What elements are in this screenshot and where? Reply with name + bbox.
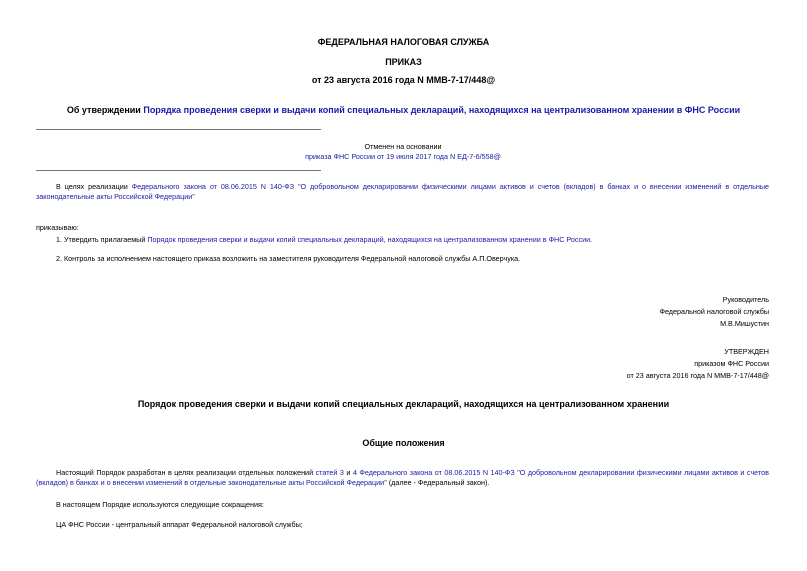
preamble-prefix: В целях реализации — [56, 182, 132, 191]
order-item-2: 2. Контроль за исполнением настоящего приказа возложить на заместителя руководителя Федеральной налоговой службы А.П.Оверчука. — [56, 254, 521, 263]
article-3-link[interactable]: статей 3 — [315, 468, 344, 477]
approval-block — [627, 346, 769, 382]
para1-text2: и — [343, 468, 353, 477]
agency-name: ФЕДЕРАЛЬНАЯ НАЛОГОВАЯ СЛУЖБА — [317, 37, 490, 47]
signature-block — [660, 294, 770, 330]
preamble — [36, 182, 769, 202]
preamble-law-link[interactable]: Федерального закона от 08.06.2015 N 140-ФЗ "О добровольном декларировании физическими лицами активов и счетов (вкладов) в банках и о внесении изменений в отдельные законодательные акты Российской Федерации" — [36, 182, 769, 201]
divider-bottom — [36, 170, 321, 171]
cancel-link[interactable]: приказа ФНС России от 19 июля 2017 года N ЕД-7-6/558@ — [305, 152, 501, 161]
item1-prefix: 1. Утвердить прилагаемый — [56, 235, 148, 244]
cancel-note — [303, 142, 503, 162]
divider-top — [36, 129, 321, 130]
approved-date: от 23 августа 2016 года N ММВ-7-17/448@ — [626, 371, 769, 380]
cancel-line1: Отменен на основании — [364, 142, 442, 151]
para1-text3: (далее - Федеральный закон). — [386, 478, 490, 487]
article-4-law-link[interactable]: 4 Федерального закона от 08.06.2015 N 140-ФЗ "О добровольном декларировании физическими лицами активов и счетов (вкладов) в банках и о внесении изменений в отдельные законодательные акты Российской Федерации" — [36, 468, 769, 487]
signature-name: М.В.Мишустин — [720, 319, 769, 328]
procedure-title: Порядок проведения сверки и выдачи копий специальных деклараций, находящихся на централизованном хранении — [137, 399, 670, 409]
paragraph-abbrev-ca: ЦА ФНС России - центральный аппарат Федеральной налоговой службы; — [56, 520, 303, 529]
doc-type: ПРИКАЗ — [385, 57, 422, 67]
title-link[interactable]: Порядка проведения сверки и выдачи копий специальных деклараций, находящихся на централизованном хранении в ФНС России — [143, 105, 741, 115]
order-item-1 — [56, 235, 769, 245]
title-prefix: Об утверждении — [66, 105, 144, 115]
order-word: приказываю: — [36, 223, 79, 232]
para1-text1: Настоящий Порядок разработан в целях реализации отдельных положений — [56, 468, 316, 477]
item1-link[interactable]: Порядок проведения сверки и выдачи копий специальных деклараций, находящихся на централизованном хранении в ФНС России — [147, 235, 591, 244]
paragraph-abbreviations: В настоящем Порядке используются следующие сокращения: — [56, 500, 264, 509]
document-title — [0, 105, 807, 115]
item1-suffix: . — [590, 235, 593, 244]
doc-date-number: от 23 августа 2016 года N ММВ-7-17/448@ — [311, 75, 496, 85]
signature-position: Руководитель — [722, 295, 769, 304]
section-title: Общие положения — [362, 438, 445, 448]
approved-by: приказом ФНС России — [694, 359, 769, 368]
paragraph-purpose — [36, 468, 769, 488]
approved-label: УТВЕРЖДЕН — [724, 347, 769, 356]
signature-agency: Федеральной налоговой службы — [659, 307, 769, 316]
